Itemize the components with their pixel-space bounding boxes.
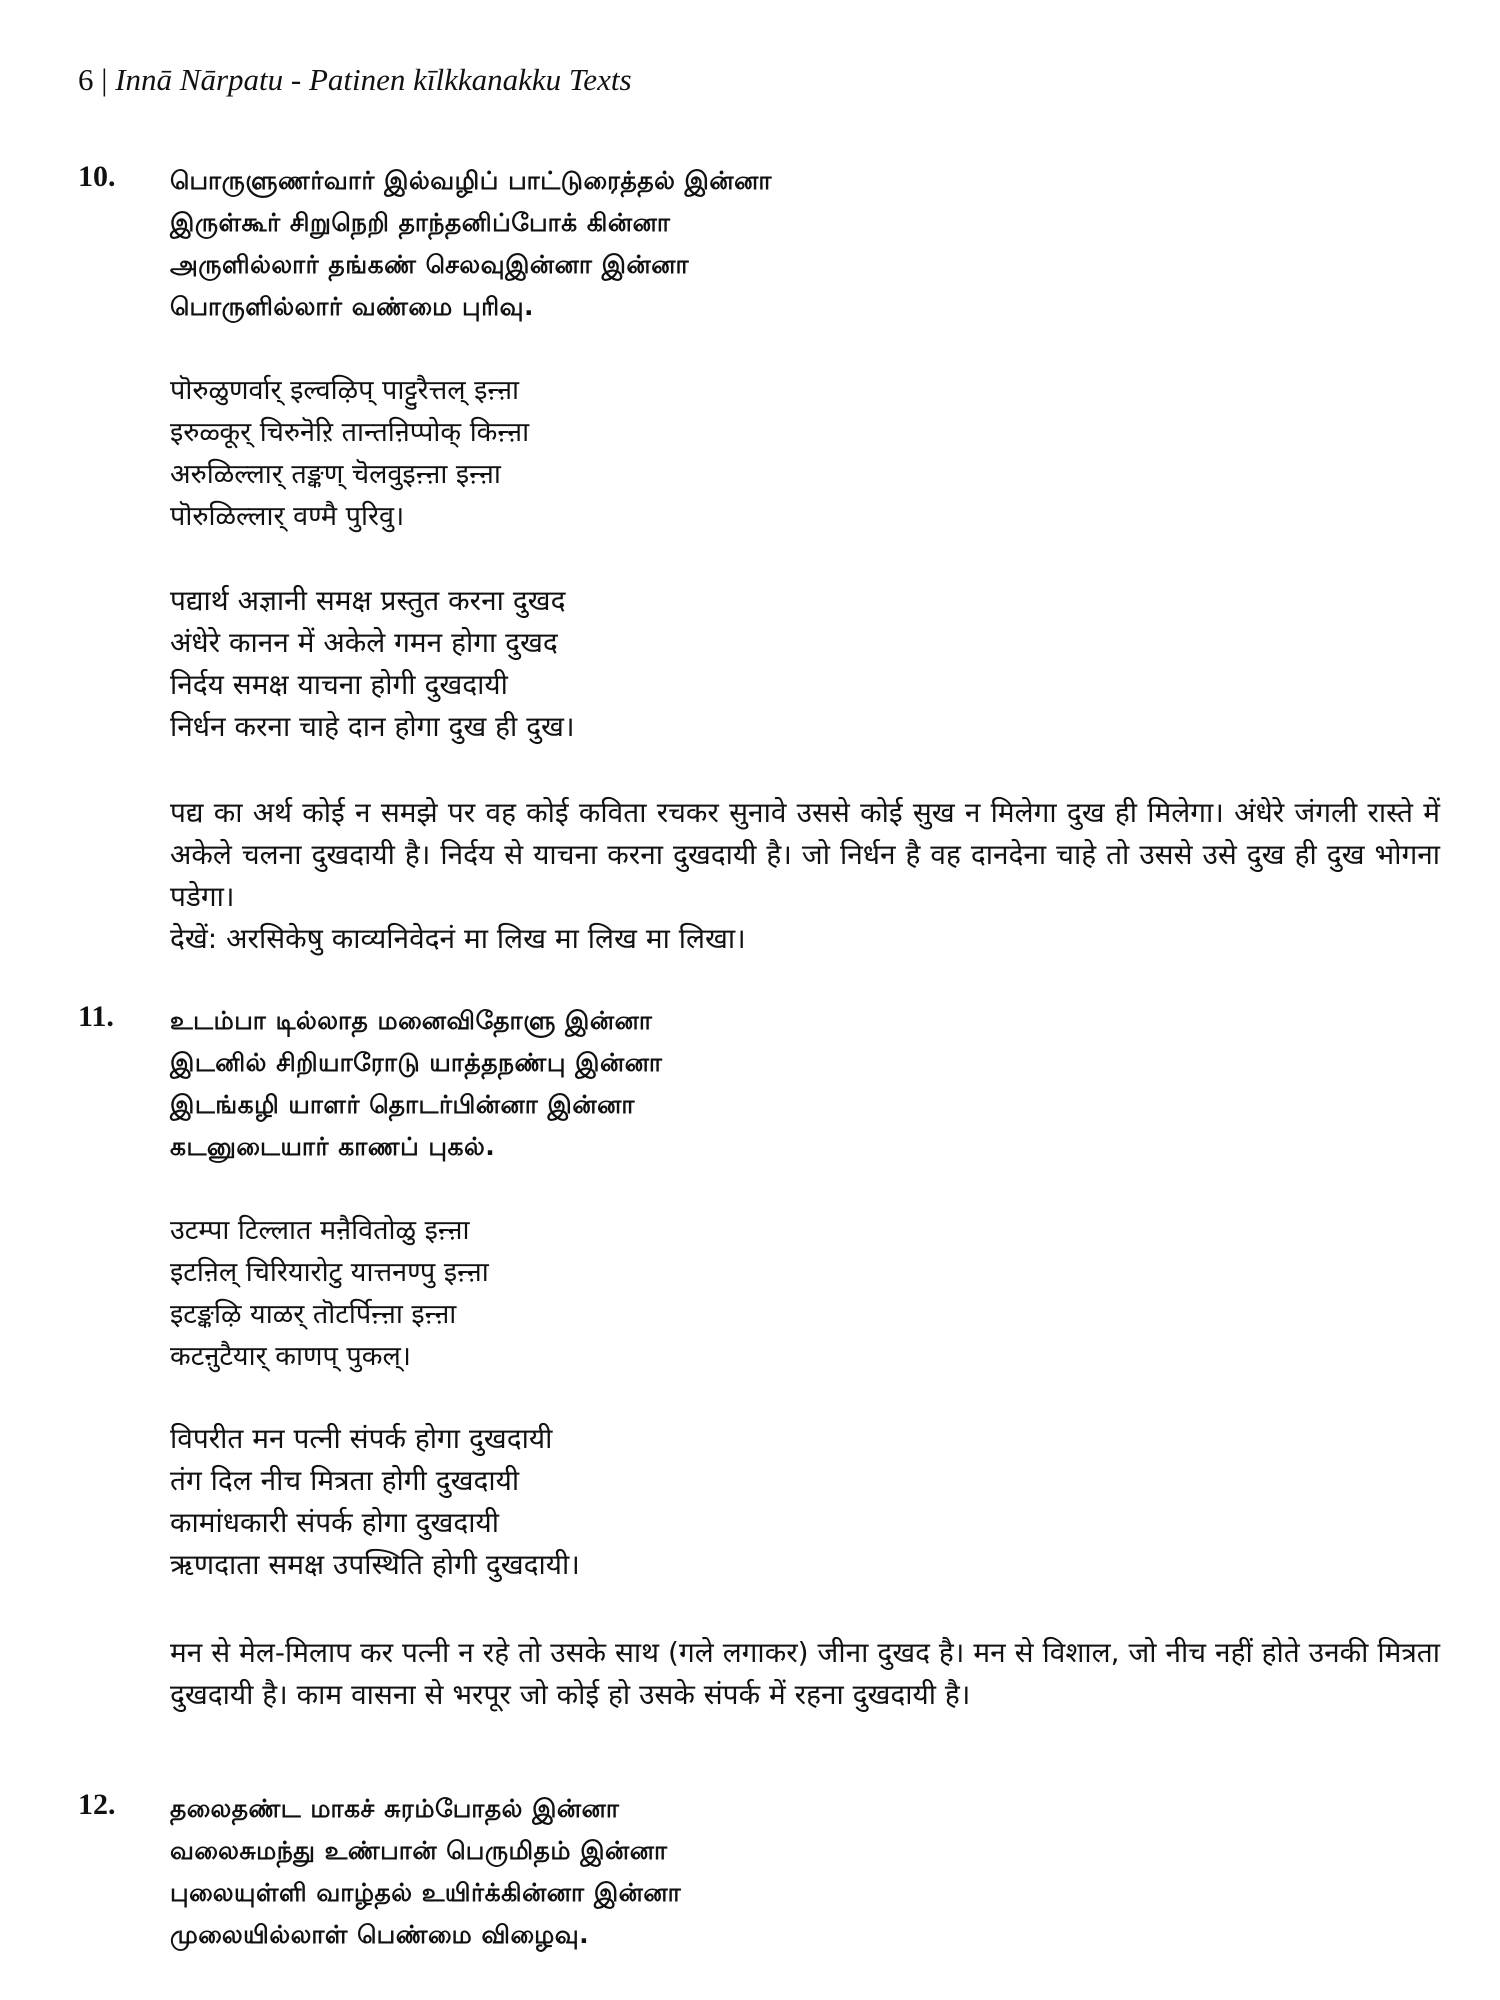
hindi-verse-line: अंधेरे कानन में अकेले गमन होगा दुखद [170,626,558,659]
tamil-verse [170,160,1440,328]
tamil-line: முலையில்லாள் பெண்மை விழைவு. [170,1920,590,1949]
running-header [78,62,632,98]
tamil-line: புலையுள்ளி வாழ்தல் உயிர்க்கின்னா இன்னா [170,1878,682,1907]
tamil-line: தலைதண்ட மாகச் சுரம்போதல் இன்னா [170,1794,620,1823]
hindi-verse-line: पद्यार्थ अज्ञानी समक्ष प्रस्तुत करना दुखद [170,584,566,617]
verse-number: 10. [78,160,116,193]
tamil-line: இருள்கூர் சிறுநெறி தாந்தனிப்போக் கின்னா [170,208,671,237]
page-number: 6 | [78,62,108,97]
commentary [170,792,1440,960]
verse-number: 11. [78,1000,114,1033]
commentary-paragraph: मन से मेल-मिलाप कर पत्नी न रहे तो उसके साथ (गले लगाकर) जीना दुखद है। मन से विशाल, जो नीच नहीं होते उनकी मित्रता दुखदायी है। काम वासना से भरपूर जो कोई हो उसके संपर्क में रहना दुखदायी है। [170,1636,1440,1711]
tamil-line: வலைசுமந்து உண்பான் பெருமிதம் இன்னா [170,1836,668,1865]
transliteration-line: इरुळ्कूर् चिरुनॆऱि तान्तऩिप्पोक् किऩ्ऩा [170,417,530,448]
hindi-verse [170,1418,1440,1586]
tamil-line: இடனில் சிறியாரோடு யாத்தநண்பு இன்னா [170,1048,663,1077]
transliteration-verse [170,370,1440,538]
tamil-verse [170,1000,1440,1168]
hindi-verse-line: विपरीत मन पत्नी संपर्क होगा दुखदायी [170,1422,553,1455]
commentary [170,1632,1440,1716]
transliteration-line: इटऩिल् चिरियारोटु यात्तनण्पु इऩ्ऩा [170,1257,489,1288]
tamil-line: உடம்பா டில்லாத மனைவிதோளு இன்னா [170,1006,653,1035]
transliteration-line: कटऩुटैयार् काणप् पुकल्। [170,1341,411,1372]
hindi-verse-line: तंग दिल नीच मित्रता होगी दुखदायी [170,1464,520,1497]
hindi-verse [170,580,1440,748]
transliteration-line: पॊरुळिल्लार् वण्मै पुरिवु। [170,501,405,532]
book-title: Innā Nārpatu - Patinen kīlkkanakku Texts [115,62,632,97]
tamil-line: இடங்கழி யாளர் தொடர்பின்னா இன்னா [170,1090,635,1119]
tamil-line: பொருளுணர்வார் இல்வழிப் பாட்டுரைத்தல் இன்னா [170,166,772,195]
transliteration-line: उटम्पा टिल्लात मऩैवितोळु इऩ्ऩा [170,1215,470,1246]
tamil-line: அருளில்லார் தங்கண் செலவுஇன்னா இன்னா [170,250,690,279]
tamil-line: கடனுடையார் காணப் புகல். [170,1132,496,1161]
transliteration-verse [170,1210,1440,1378]
transliteration-line: इटङ्कऴि याळर् तॊटर्पिऩ्ऩा इऩ्ऩा [170,1299,457,1330]
commentary-paragraph: पद्य का अर्थ कोई न समझे पर वह कोई कविता रचकर सुनावे उससे कोई सुख न मिलेगा दुख ही मिलेगा। अंधेरे जंगली रास्ते में अकेले चलना दुखदायी है। निर्दय से याचना करना दुखदायी है। जो निर्धन है वह दानदेना चाहे तो उससे उसे दुख ही दुख भोगना पडेगा। [170,796,1440,913]
tamil-verse [170,1788,1440,1956]
verse-number: 12. [78,1788,116,1821]
transliteration-line: पॊरुळुणर्वार् इल्वऴिप् पाट्टुरैत्तल् इऩ्ऩा [170,375,520,406]
tamil-line: பொருளில்லார் வண்மை புரிவு. [170,292,534,321]
commentary-paragraph: देखें: अरसिकेषु काव्यनिवेदनं मा लिख मा लिख मा लिखा। [170,922,746,955]
hindi-verse-line: ऋणदाता समक्ष उपस्थिति होगी दुखदायी। [170,1548,580,1581]
hindi-verse-line: कामांधकारी संपर्क होगा दुखदायी [170,1506,499,1539]
transliteration-line: अरुळिल्लार् तङ्कण् चॆलवुइऩ्ऩा इऩ्ऩा [170,459,501,490]
hindi-verse-line: निर्धन करना चाहे दान होगा दुख ही दुख। [170,710,575,743]
hindi-verse-line: निर्दय समक्ष याचना होगी दुखदायी [170,668,508,701]
